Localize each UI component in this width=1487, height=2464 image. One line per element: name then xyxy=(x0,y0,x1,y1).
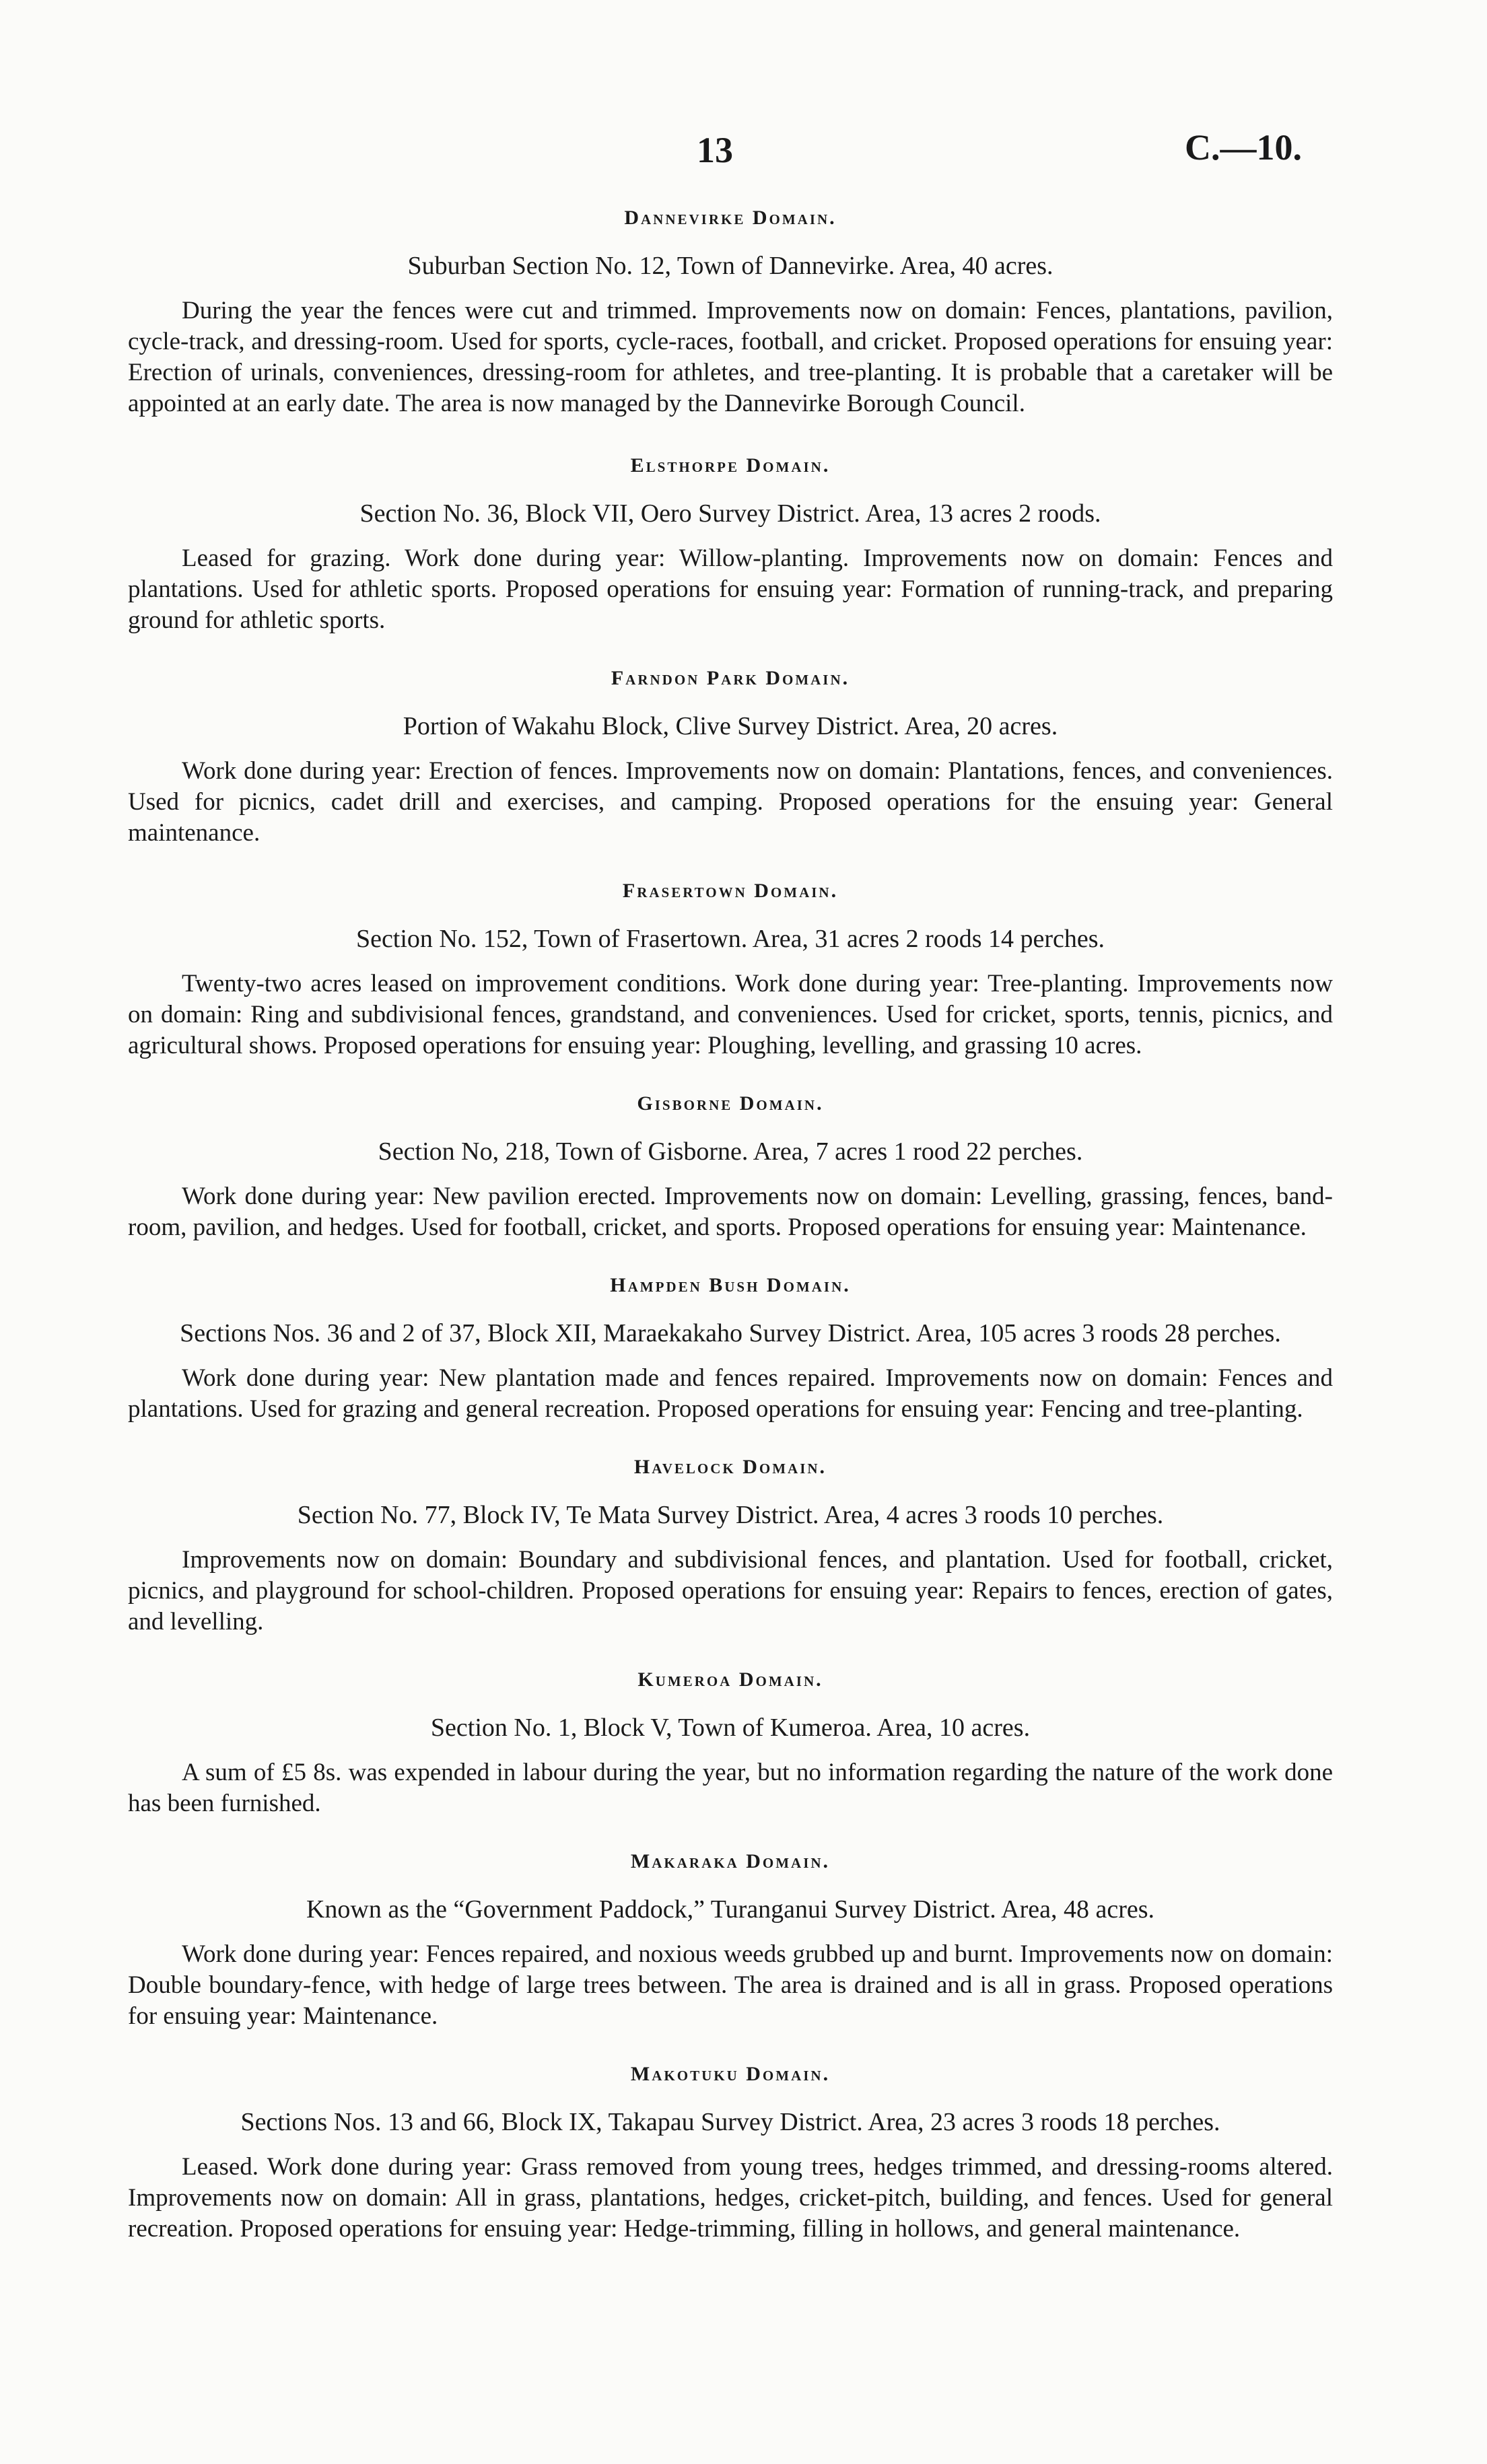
entry-body: Leased for grazing. Work done during year: Willow-planting. Improvements now on domain: Fences and plantations. Used for athletic sports. Proposed operations for ensuing year: Formation of running-track, and preparing ground for athletic sports. xyxy=(128,544,1333,634)
domain-entry xyxy=(128,205,1333,419)
entry-heading: Makotuku Domain. xyxy=(630,2063,831,2085)
entry-body: Work done during year: New pavilion erected. Improvements now on domain: Levelling, grassing, fences, band-room, pavilion, and hedges. Used for football, cricket, and sports. Proposed operations for ensuing year: Maintenance. xyxy=(128,1183,1333,1241)
entry-heading: Gisborne Domain. xyxy=(637,1092,824,1115)
entry-heading: Frasertown Domain. xyxy=(622,880,839,902)
entry-body: Improvements now on domain: Boundary and subdivisional fences, and plantation. Used for football, cricket, picnics, and playground for school-children. Proposed operations for ensuing year: Repairs to fences, erection of gates, and levelling. xyxy=(128,1546,1333,1635)
entry-heading: Makaraka Domain. xyxy=(630,1850,831,1872)
entry-body: During the year the fences were cut and trimmed. Improvements now on domain: Fences, plantations, pavilion, cycle-track, and dressing-room. Used for sports, cycle-races, football, and cricket. Proposed operations for ensuing year: Erection of urinals, conveniences, dressing-room for athletes, and tree-planting. It is probable that a caretaker will be appointed at an early date. The area is now managed by the Dannevirke Borough Council. xyxy=(128,297,1333,417)
domain-entries xyxy=(128,205,1333,2274)
entry-heading: Dannevirke Domain. xyxy=(624,207,837,229)
entry-heading: Elsthorpe Domain. xyxy=(630,454,831,477)
domain-entry xyxy=(128,2062,1333,2245)
domain-entry xyxy=(128,453,1333,636)
document-reference: C.—10. xyxy=(1185,127,1302,168)
domain-entry xyxy=(128,1667,1333,1819)
entry-location: Section No. 152, Town of Frasertown. Area, 31 acres 2 roods 14 perches. xyxy=(355,925,1105,953)
entry-body: A sum of £5 8s. was expended in labour during the year, but no information regarding the nature of the work done has been furnished. xyxy=(128,1759,1333,1817)
page-number: 13 xyxy=(697,130,733,170)
entry-heading: Hampden Bush Domain. xyxy=(610,1274,851,1296)
entry-body: Leased. Work done during year: Grass removed from young trees, hedges trimmed, and dressing-rooms altered. Improvements now on domain: All in grass, plantations, hedges, cricket-pitch, building, and fences. Used for general recreation. Proposed operations for ensuing year: Hedge-trimming, filling in hollows, and general maintenance. xyxy=(128,2153,1333,2243)
entry-body: Work done during year: New plantation made and fences repaired. Improvements now on domain: Fences and plantations. Used for grazing and general recreation. Proposed operations for ensuing year: Fencing and tree-planting. xyxy=(128,1364,1333,1423)
entry-heading: Kumeroa Domain. xyxy=(637,1668,823,1691)
domain-entry xyxy=(128,1849,1333,2032)
entry-location: Section No. 77, Block IV, Te Mata Survey District. Area, 4 acres 3 roods 10 perches. xyxy=(297,1501,1164,1529)
entry-body: Twenty-two acres leased on improvement conditions. Work done during year: Tree-planting. Improvements now on domain: Ring and subdivisional fences, grandstand, and conveniences. Used for cricket, sports, tennis, picnics, and agricultural shows. Proposed operations for ensuing year: Ploughing, levelling, and grassing 10 acres. xyxy=(128,970,1333,1059)
entry-location: Sections Nos. 13 and 66, Block IX, Takapau Survey District. Area, 23 acres 3 roods 18 perches. xyxy=(240,2108,1220,2136)
domain-entry xyxy=(128,1273,1333,1425)
entry-location: Sections Nos. 36 and 2 of 37, Block XII, Maraekakaho Survey District. Area, 105 acres 3 roods 28 perches. xyxy=(180,1319,1281,1347)
entry-location: Section No. 1, Block V, Town of Kumeroa. Area, 10 acres. xyxy=(430,1714,1031,1742)
domain-entry xyxy=(128,1454,1333,1638)
entry-location: Known as the “Government Paddock,” Turanganui Survey District. Area, 48 acres. xyxy=(306,1895,1155,1924)
entry-heading: Farndon Park Domain. xyxy=(611,667,850,689)
entry-body: Work done during year: Fences repaired, and noxious weeds grubbed up and burnt. Improvements now on domain: Double boundary-fence, with hedge of large trees between. The area is drained and is all in grass. Proposed operations for ensuing year: Maintenance. xyxy=(128,1940,1333,2030)
domain-entry xyxy=(128,878,1333,1061)
entry-location: Portion of Wakahu Block, Clive Survey District. Area, 20 acres. xyxy=(403,712,1058,740)
domain-entry xyxy=(128,666,1333,849)
entry-body: Work done during year: Erection of fences. Improvements now on domain: Plantations, fences, and conveniences. Used for picnics, cadet drill and exercises, and camping. Proposed operations for the ensuing year: General maintenance. xyxy=(128,757,1333,847)
entry-location: Section No. 36, Block VII, Oero Survey District. Area, 13 acres 2 roods. xyxy=(359,499,1101,528)
entry-location: Section No, 218, Town of Gisborne. Area, 7 acres 1 rood 22 perches. xyxy=(378,1137,1083,1166)
entry-location: Suburban Section No. 12, Town of Dannevirke. Area, 40 acres. xyxy=(407,252,1053,280)
domain-entry xyxy=(128,1091,1333,1243)
entry-heading: Havelock Domain. xyxy=(633,1456,827,1478)
